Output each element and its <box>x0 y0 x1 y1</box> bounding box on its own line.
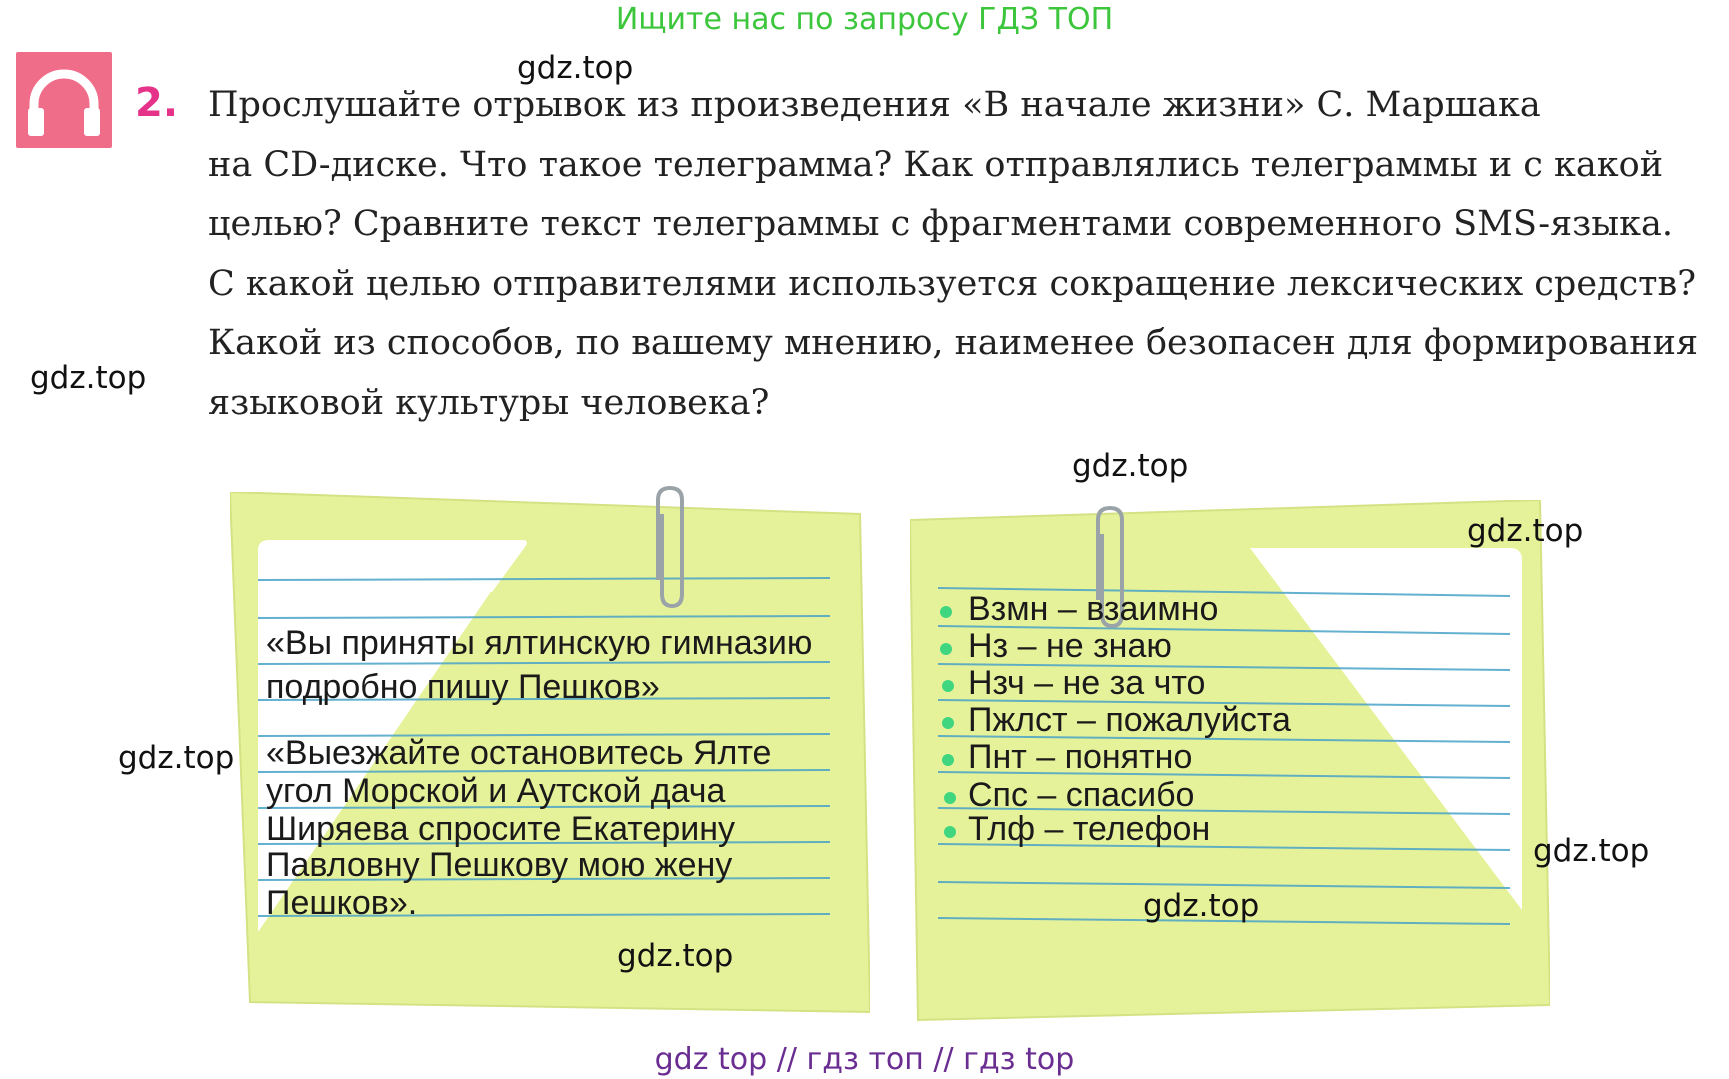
abbreviation-item: Нз – не знаю <box>968 627 1172 665</box>
top-banner: Ищите нас по запросу ГДЗ ТОП <box>615 2 1114 37</box>
watermark: gdz.top <box>30 360 147 396</box>
telegram-line: «Выезжайте остановитесь Ялте <box>266 734 772 772</box>
headphones-icon <box>16 52 112 148</box>
task-line: на CD-диске. Что такое телеграмма? Как отправлялись телеграммы и с какой <box>208 144 1664 185</box>
bullet-icon <box>940 606 952 618</box>
bullet-icon <box>942 680 954 692</box>
telegram-line: Ширяева спросите Екатерину <box>266 810 736 848</box>
abbreviation-item: Спс – спасибо <box>968 776 1195 814</box>
bullet-icon <box>944 792 956 804</box>
task-line: Какой из способов, по вашему мнению, наименее безопасен для формирования <box>208 323 1699 363</box>
footer-text: gdz top // гдз топ // гдз top <box>654 1042 1075 1077</box>
task-line: целью? Сравните текст телеграммы с фрагментами современного SMS-языка. <box>208 204 1673 244</box>
watermark: gdz.top <box>1467 513 1584 549</box>
task-number: 2. <box>135 80 179 126</box>
right-note <box>910 500 1550 1025</box>
telegram-line: угол Морской и Аутской дача <box>266 772 726 810</box>
task-line: С какой целью отправителями используется сокращение лексических средств? <box>208 263 1697 304</box>
task-line: языковой культуры человека? <box>208 382 770 423</box>
abbreviation-item: Взмн – взаимно <box>968 590 1219 628</box>
paperclip-icon <box>650 484 690 614</box>
abbreviation-item: Тлф – телефон <box>968 810 1211 848</box>
task-line: Прослушайте отрывок из произведения «В начале жизни» С. Маршака <box>208 85 1541 125</box>
abbreviation-item: Пжлст – пожалуйста <box>968 701 1291 739</box>
task-text <box>208 76 1700 433</box>
bullet-icon <box>942 754 954 766</box>
bullet-icon <box>944 826 956 838</box>
abbreviation-item: Пнт – понятно <box>968 738 1193 776</box>
bullet-icon <box>940 643 952 655</box>
telegram-line: подробно пишу Пешков» <box>266 668 660 706</box>
watermark: gdz.top <box>1072 448 1189 484</box>
watermark: gdz.top <box>517 50 634 86</box>
telegram-line: «Вы приняты ялтинскую гимназию <box>266 624 813 662</box>
abbreviation-item: Нзч – не за что <box>968 664 1206 702</box>
watermark: gdz.top <box>118 740 235 776</box>
watermark: gdz.top <box>1533 833 1650 869</box>
bullet-icon <box>942 717 954 729</box>
watermark: gdz.top <box>1143 888 1260 924</box>
telegram-line: Пешков». <box>266 884 418 922</box>
watermark: gdz.top <box>617 938 734 974</box>
left-note <box>230 492 870 1027</box>
telegram-line: Павловну Пешкову мою жену <box>266 846 733 884</box>
